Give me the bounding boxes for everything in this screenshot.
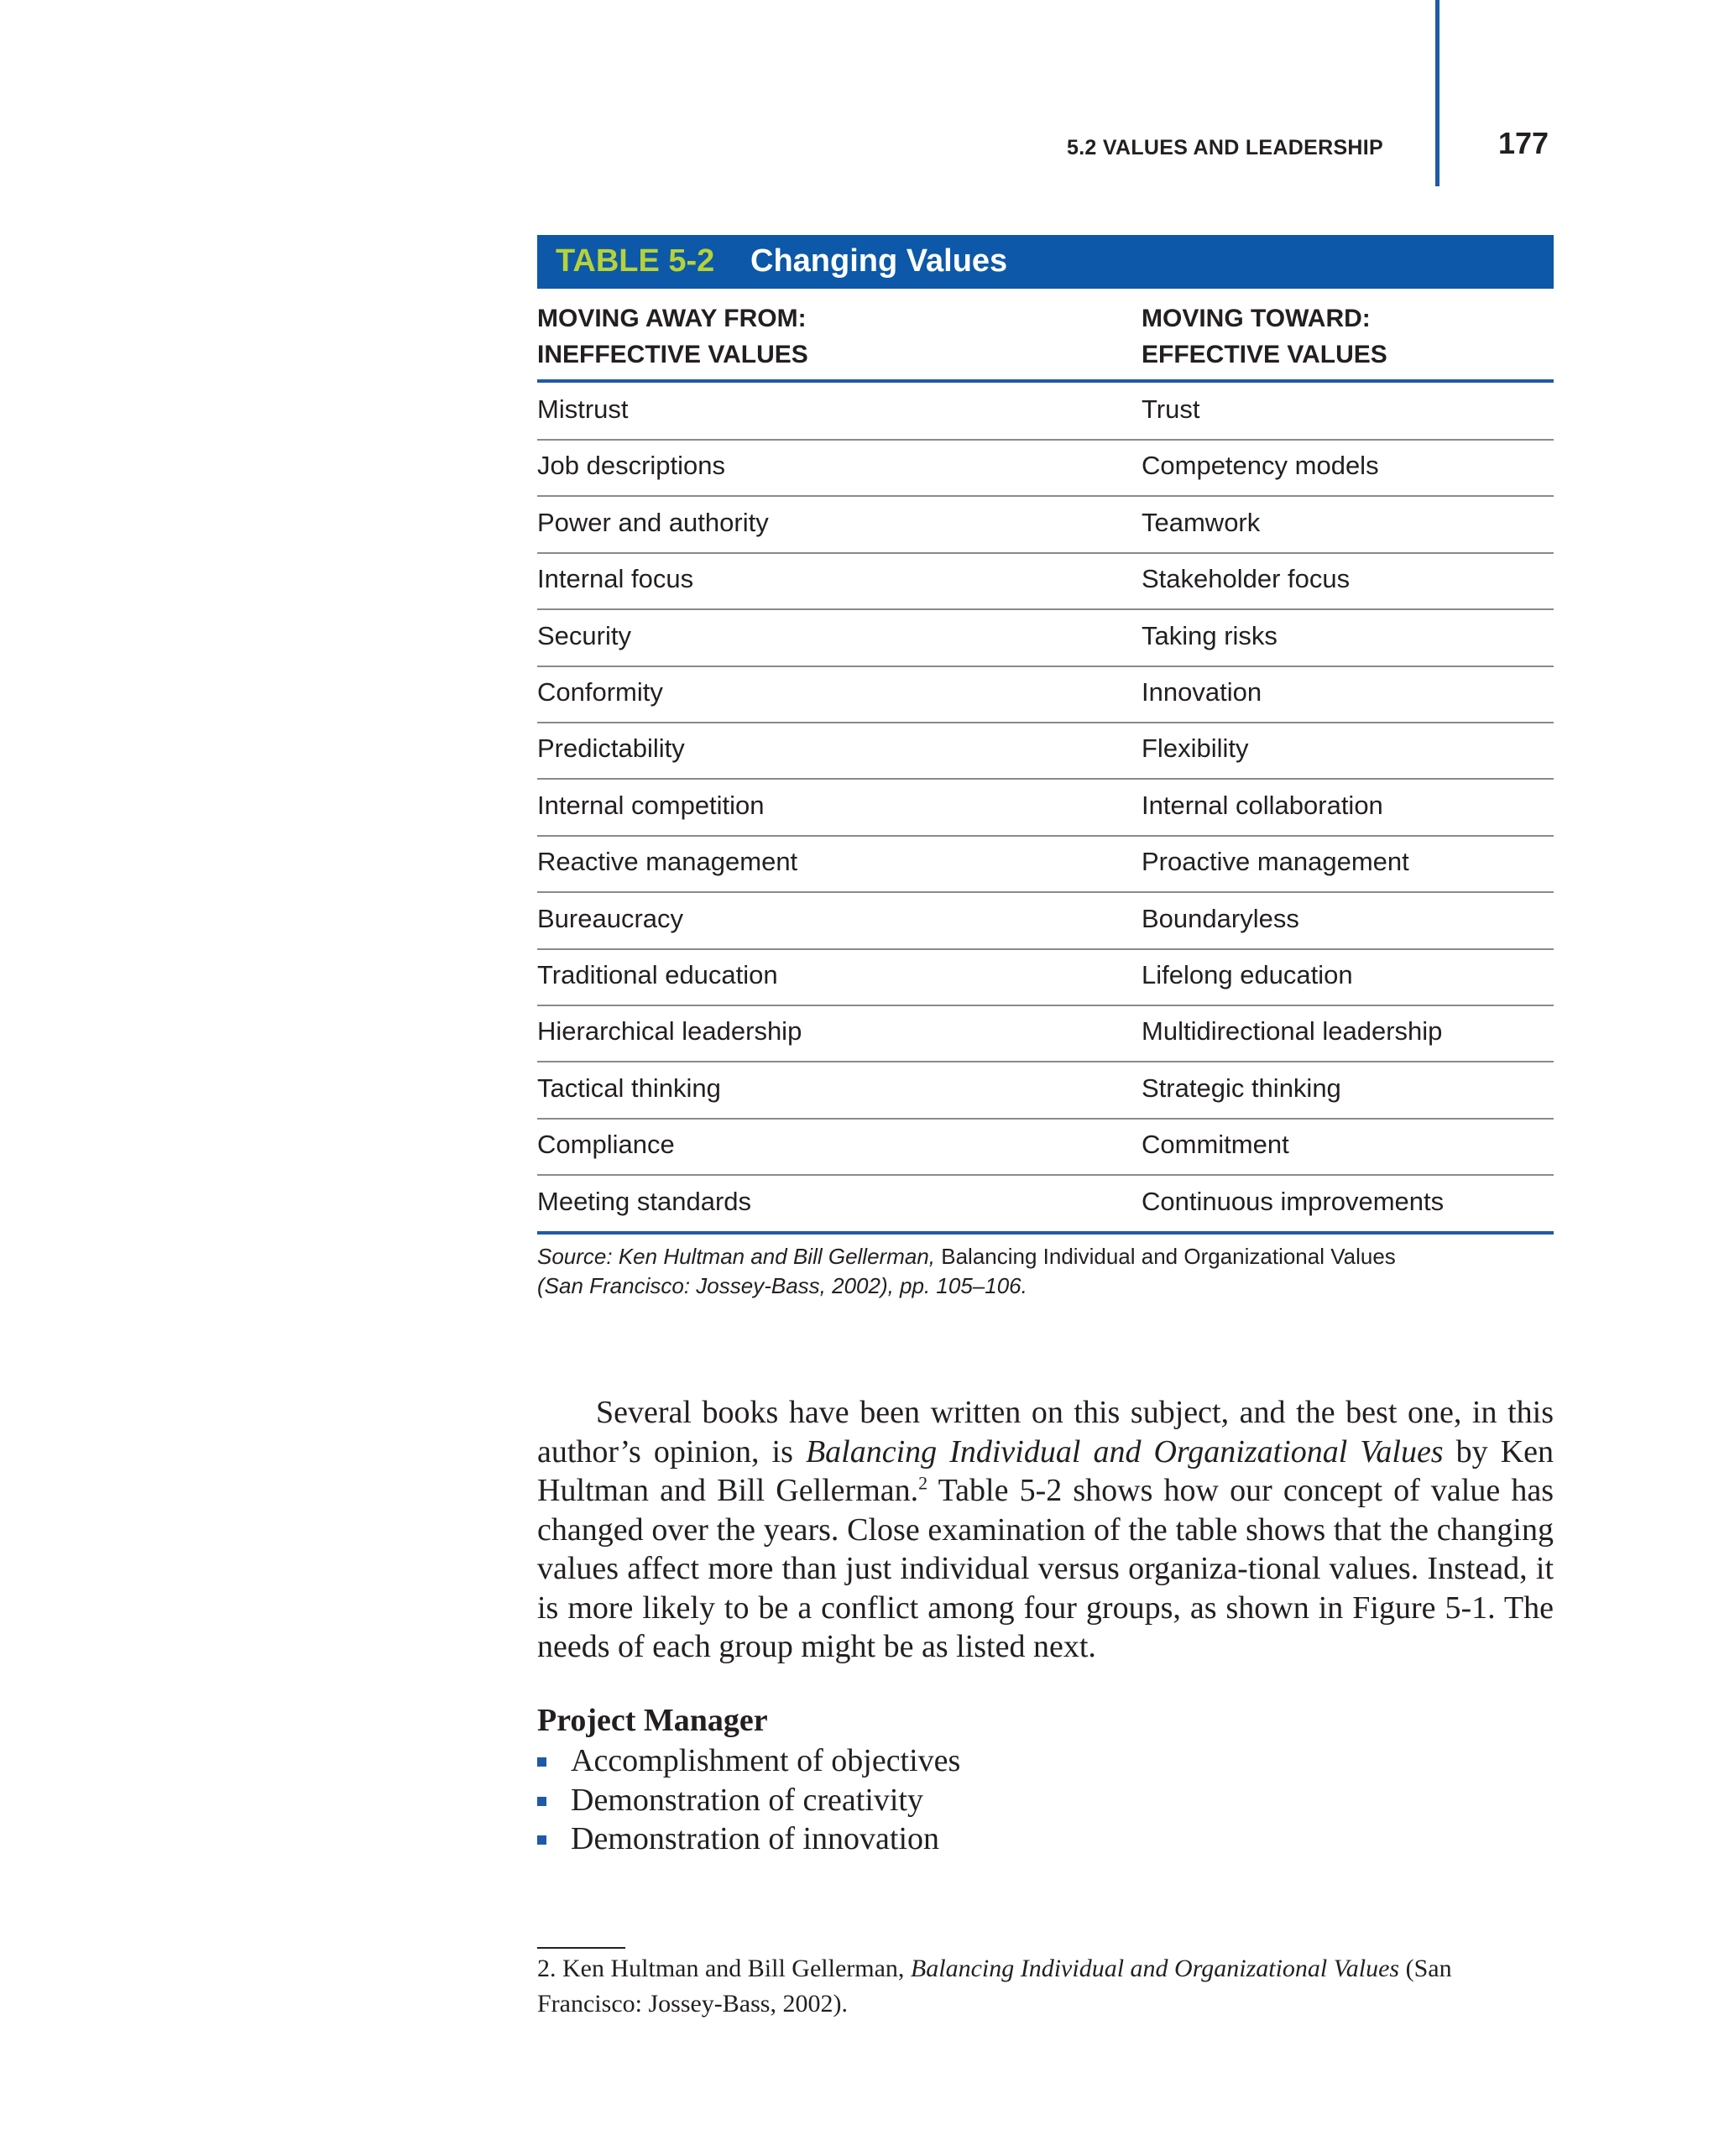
cell-ineffective-value: Power and authority [537, 507, 769, 537]
cell-effective-value: Multidirectional leadership [1142, 1016, 1443, 1047]
cell-ineffective-value: Internal focus [537, 564, 694, 594]
cell-ineffective-value: Reactive management [537, 847, 798, 877]
footnote-rule [537, 1947, 625, 1949]
column-header-left: MOVING AWAY FROM: INEFFECTIVE VALUES [537, 305, 808, 368]
list-item: Demonstration of innovation [537, 1819, 960, 1859]
table-row [537, 835, 1554, 893]
table-row [537, 609, 1554, 667]
subheading-project-manager: Project Manager [537, 1703, 768, 1738]
cell-ineffective-value: Traditional education [537, 960, 778, 989]
table-row [537, 1062, 1554, 1120]
body-paragraph: Several books have been written on this subject, and the best one, in this author’s opinion, is Balancing Individual and Organizational Values by Ken Hultman and Bill Gellerman.$^2$ Table 5-2 shows how our concept of value has changed over the years. Close examination of the table shows that the changing values affect more than just individual versus organiza-tional values. Instead, it is more likely to be a conflict among four groups, as shown in Figure 5-1. The needs of each group might be as listed next. [537, 1395, 1554, 1664]
cell-ineffective-value: Hierarchical leadership [537, 1016, 802, 1047]
table-title-bar [537, 235, 1554, 289]
cell-effective-value: Teamwork [1142, 507, 1261, 537]
cell-ineffective-value: Bureaucracy [537, 903, 684, 933]
cell-effective-value: Flexibility [1142, 733, 1249, 764]
table-row [537, 1175, 1554, 1231]
list-item: Demonstration of creativity [537, 1781, 960, 1820]
cell-ineffective-value: Conformity [537, 677, 663, 707]
table-row [537, 439, 1554, 497]
list-item: Accomplishment of objectives [537, 1741, 960, 1781]
cell-ineffective-value: Predictability [537, 733, 685, 764]
bullet-list [537, 1741, 960, 1859]
table-title: Changing Values [750, 243, 1008, 279]
table-row [537, 666, 1554, 723]
cell-effective-value: Innovation [1142, 677, 1262, 707]
cell-effective-value: Strategic thinking [1142, 1073, 1341, 1103]
table-row [537, 948, 1554, 1006]
table-row [537, 383, 1554, 441]
cell-effective-value: Commitment [1142, 1130, 1289, 1160]
running-head: 5.2 VALUES AND LEADERSHIP [1066, 136, 1383, 159]
cell-ineffective-value: Mistrust [537, 394, 629, 424]
page-number: 177 [1498, 126, 1549, 160]
table-row [537, 779, 1554, 837]
square-bullet-icon [537, 1835, 546, 1845]
cell-effective-value: Stakeholder focus [1142, 564, 1351, 594]
table-label: TABLE 5-2 [556, 243, 715, 279]
cell-ineffective-value: Job descriptions [537, 451, 726, 481]
footnote-reference[interactable]: 2 [918, 1472, 928, 1494]
table-row [537, 552, 1554, 610]
cell-ineffective-value: Security [537, 620, 631, 650]
cell-effective-value: Lifelong education [1142, 960, 1353, 989]
cell-effective-value: Trust [1142, 394, 1200, 424]
cell-effective-value: Proactive management [1142, 847, 1409, 877]
cell-effective-value: Internal collaboration [1142, 790, 1383, 820]
cell-ineffective-value: Tactical thinking [537, 1073, 721, 1103]
column-header-right: MOVING TOWARD: EFFECTIVE VALUES [1142, 305, 1387, 368]
cell-effective-value: Boundaryless [1142, 903, 1299, 933]
cell-effective-value: Taking risks [1142, 620, 1277, 650]
footnote: 2. Ken Hultman and Bill Gellerman, Balancing Individual and Organizational Values (San Francisco: Jossey-Bass, 2002). [537, 1955, 1452, 2018]
cell-ineffective-value: Meeting standards [537, 1186, 752, 1216]
square-bullet-icon [537, 1757, 546, 1767]
table-row [537, 1118, 1554, 1176]
cell-effective-value: Competency models [1142, 451, 1379, 481]
book-title: Balancing Individual and Organizational Values [805, 1433, 1444, 1470]
cell-effective-value: Continuous improvements [1142, 1186, 1445, 1216]
table-row [537, 496, 1554, 554]
table-row [537, 1005, 1554, 1062]
table-row [537, 722, 1554, 780]
square-bullet-icon [537, 1797, 546, 1806]
header-vertical-rule [1435, 0, 1439, 186]
table-row [537, 892, 1554, 950]
cell-ineffective-value: Internal competition [537, 790, 765, 820]
table-bottom-rule [537, 1231, 1554, 1235]
table-source: Source: Ken Hultman and Bill Gellerman, Balancing Individual and Organizational Values (San Francisco: Jossey-Bass, 2002), pp. 105–106. [537, 1244, 1396, 1298]
cell-ineffective-value: Compliance [537, 1130, 675, 1160]
